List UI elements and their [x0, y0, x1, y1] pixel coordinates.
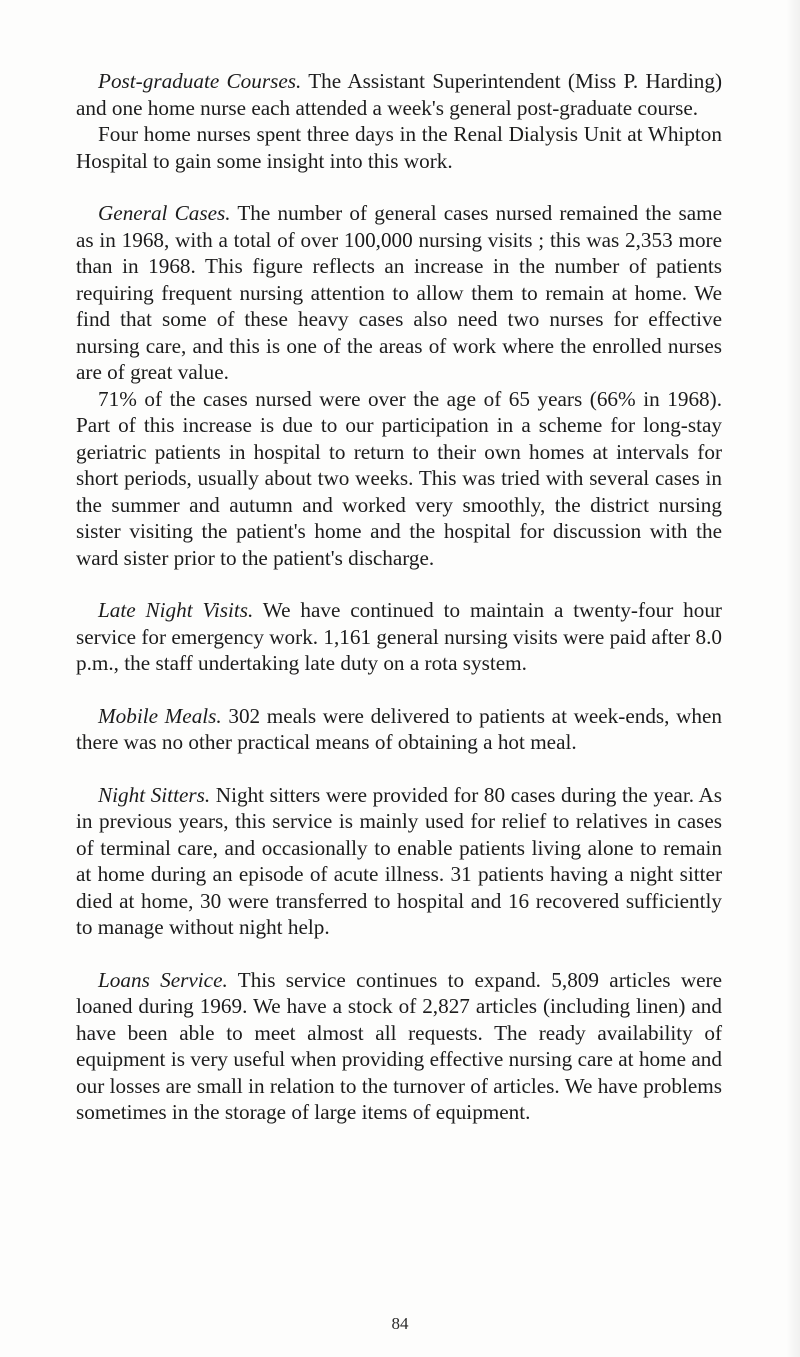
general-cases-paragraph-2: 71% of the cases nursed were over the age of 65 years (66% in 1968). Part of this increase is due to our participation in a scheme for long-stay geriatric patients in hospital to return to their own homes at intervals for short periods, usually about two weeks. This was tried with several cases in the summer and autumn and worked very smoothly, the district nursing sister visiting the patient's home and the hospital for discussion with the ward sister prior to the patient's discharge. — [76, 386, 722, 570]
night-sitters-body: Night sitters were provided for 80 cases during the year. As in previous years, this service is mainly used for relief to relatives in cases of terminal care, and occasionally to enable patients living alone to remain at home during an episode of acute illness. 31 patients having a night sitter died at home, 30 were transferred to hospital and 16 recovered sufficiently to manage without night help. — [76, 782, 723, 939]
postgraduate-paragraph-2: Four home nurses spent three days in the Renal Dialysis Unit at Whipton Hospital to gain some insight into this work. — [76, 122, 722, 173]
loans-heading: Loans Service. — [98, 967, 228, 992]
mobile-meals-heading: Mobile Meals. — [98, 703, 222, 728]
night-sitters-heading: Night Sitters. — [98, 782, 211, 807]
mobile-meals-paragraph — [76, 703, 722, 756]
late-night-body: We have continued to maintain a twenty-four hour service for emergency work. 1,161 general nursing visits were paid after 8.0 p.m., the staff undertaking late duty on a rota system. — [76, 598, 722, 675]
night-sitters-paragraph — [76, 782, 722, 941]
text-column — [76, 68, 722, 1126]
loans-body: This service continues to expand. 5,809 articles were loaned during 1969. We have a stock of 2,827 articles (including linen) and have been able to meet almost all requests. The ready availability of equipment is very useful when providing effective nursing care at home and our losses are small in relation to the turnover of articles. We have problems sometimes in the storage of large items of equipment. — [76, 967, 722, 1124]
late-night-paragraph — [76, 597, 722, 677]
general-cases-paragraph — [76, 200, 722, 386]
late-night-heading: Late Night Visits. — [98, 598, 254, 622]
general-cases-body: The number of general cases nursed remained the same as in 1968, with a total of over 100,000 nursing visits ; this was 2,353 more than in 1968. This figure reflects an increase in the number of patients requiring frequent nursing attention to allow them to remain at home. We find that some of these heavy cases also need two nurses for effective nursing care, and this is one of the areas of work where the enrolled nurses are of great value. — [76, 201, 722, 384]
postgraduate-paragraph — [76, 68, 722, 121]
general-cases-heading: General Cases. — [98, 201, 231, 225]
mobile-meals-body: 302 meals were delivered to patients at week-ends, when there was no other practical means of obtaining a hot meal. — [76, 703, 722, 754]
postgraduate-body: The Assistant Superintendent (Miss P. Harding) and one home nurse each attended a week's general post-graduate course. — [76, 69, 722, 120]
loans-paragraph — [76, 967, 722, 1126]
postgraduate-heading: Post-graduate Courses. — [98, 69, 302, 93]
page-number: 84 — [391, 1314, 409, 1333]
